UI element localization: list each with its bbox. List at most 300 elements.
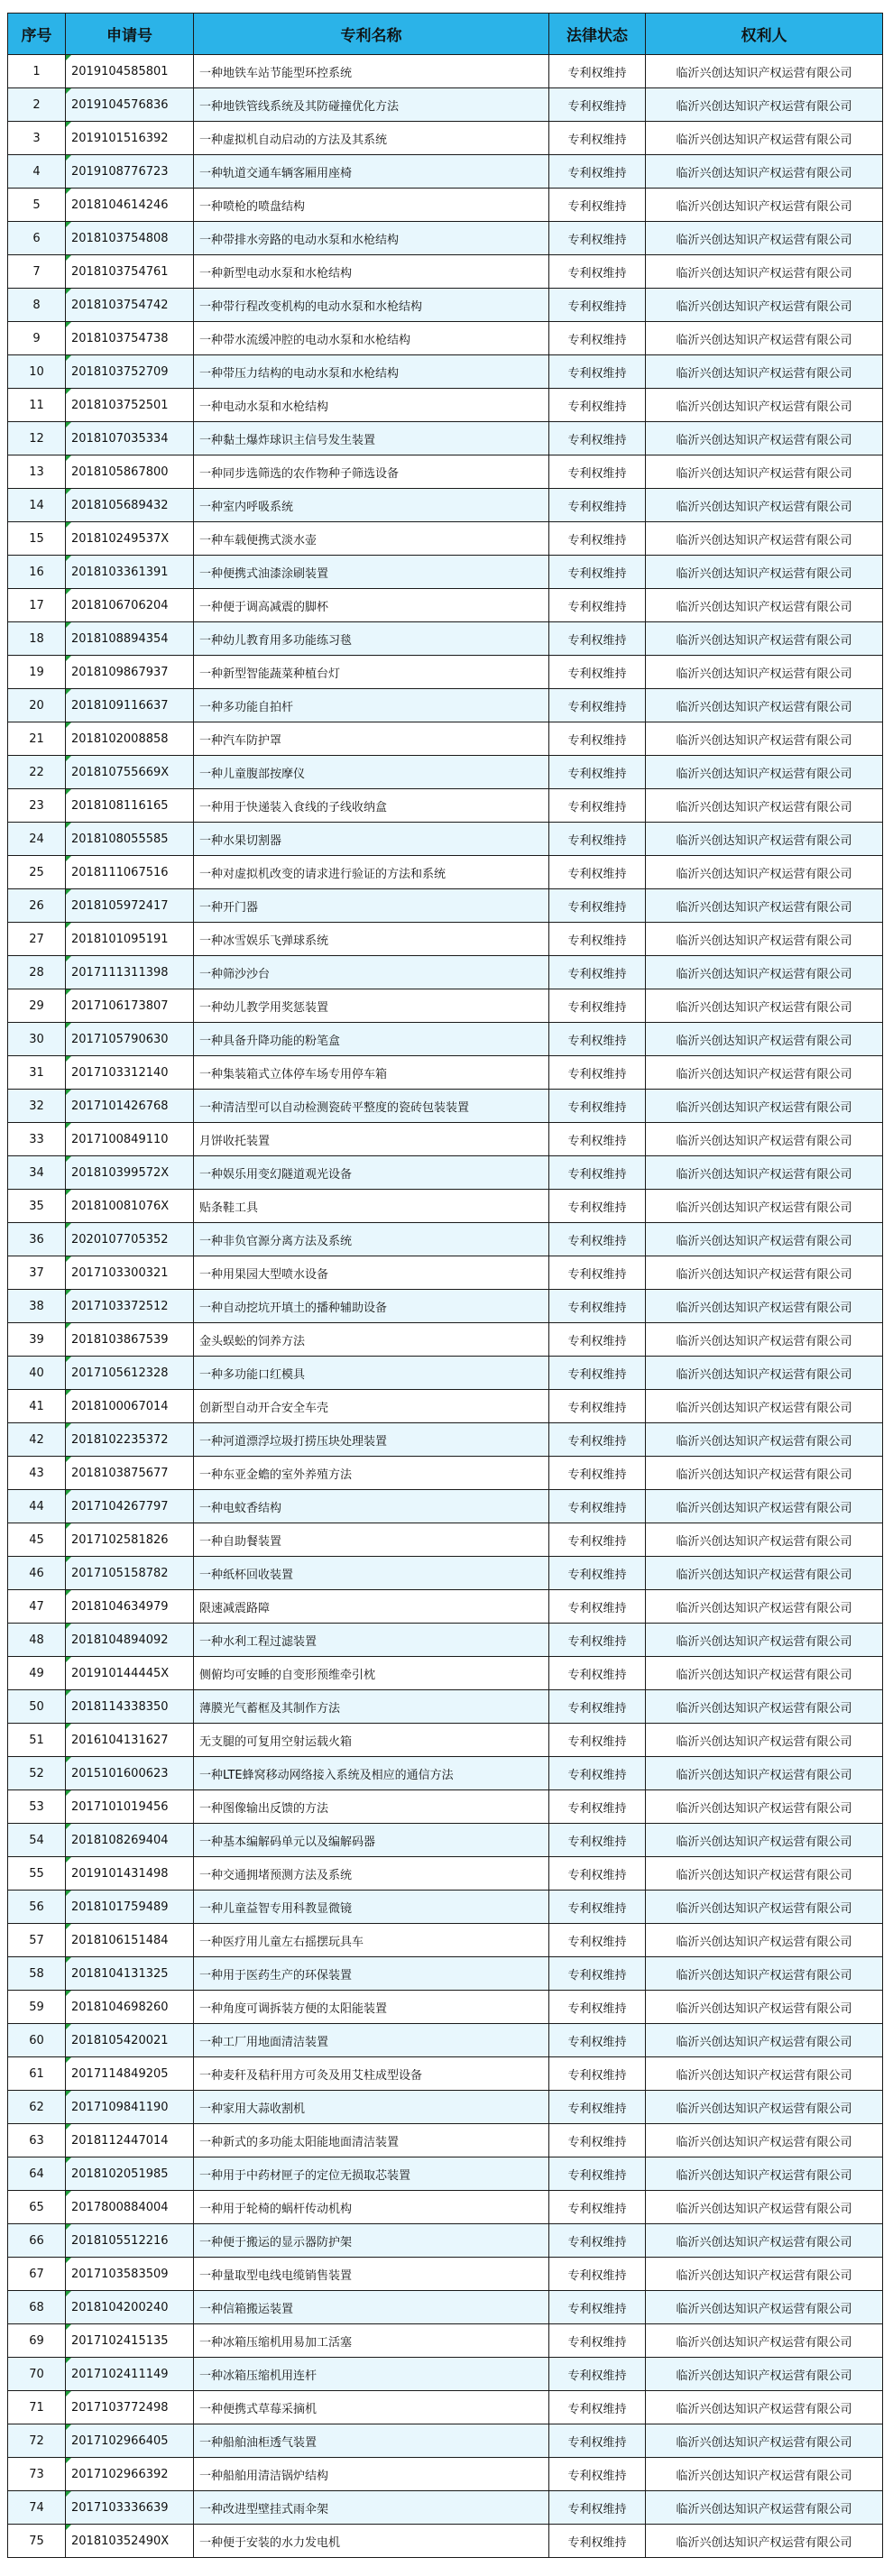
row-index-text: 25 (29, 865, 44, 879)
legal-status-cell (549, 1156, 646, 1190)
legal-status-cell (549, 1724, 646, 1757)
legal-status-cell-text: 专利权维持 (567, 2202, 627, 2216)
legal-status-cell (549, 1123, 646, 1156)
patent-name-cell (194, 2024, 549, 2057)
row-index (8, 1357, 66, 1390)
row-index-text: 45 (29, 1532, 44, 1547)
row-index (8, 789, 66, 823)
application-no-cell (66, 2324, 194, 2358)
legal-status-cell-text: 专利权维持 (567, 934, 627, 948)
owner-cell (646, 1590, 883, 1624)
cell-comment-marker (66, 189, 71, 194)
table-row (8, 1690, 883, 1724)
patent-name-cell-text: 一种幼儿教学用奖惩装置 (199, 1000, 329, 1015)
row-index-text: 19 (29, 665, 44, 679)
patent-name-cell-text: 一种便携式油漆涂刷装置 (199, 566, 329, 581)
legal-status-cell (549, 2191, 646, 2224)
legal-status-cell-text: 专利权维持 (567, 1034, 627, 1048)
cell-comment-marker (66, 2424, 71, 2430)
row-index (8, 489, 66, 522)
owner-cell (646, 255, 883, 289)
owner-cell (646, 656, 883, 689)
table-row (8, 255, 883, 289)
row-index-text: 15 (29, 531, 44, 546)
legal-status-cell-text: 专利权维持 (567, 800, 627, 814)
application-no-cell (66, 656, 194, 689)
owner-cell-text: 临沂兴创达知识产权运营有限公司 (676, 1000, 852, 1015)
row-index-text: 67 (29, 2267, 44, 2281)
row-index (8, 1190, 66, 1223)
legal-status-cell-text: 专利权维持 (567, 2335, 627, 2350)
legal-status-cell-text: 专利权维持 (567, 1267, 627, 1282)
application-no-cell-text: 2018114338350 (71, 1699, 169, 1714)
owner-cell-text: 临沂兴创达知识产权运营有限公司 (676, 1768, 852, 1782)
table-row (8, 2191, 883, 2224)
table-row (8, 1624, 883, 1657)
patent-name-cell (194, 923, 549, 956)
application-no-cell-text: 2019101431498 (71, 1866, 169, 1881)
legal-status-cell-text: 专利权维持 (567, 1434, 627, 1449)
application-no-cell-text: 2018101095191 (71, 932, 169, 946)
application-no-cell (66, 2091, 194, 2124)
owner-cell-text: 临沂兴创达知识产权运营有限公司 (676, 2369, 852, 2383)
legal-status-cell (549, 622, 646, 656)
application-no-cell-text: 2018109867937 (71, 665, 169, 679)
table-body (8, 55, 883, 2558)
cell-comment-marker (66, 1490, 71, 1495)
owner-cell (646, 88, 883, 122)
application-no-cell-text: 2018105972417 (71, 898, 169, 913)
owner-cell-text: 临沂兴创达知识产权运营有限公司 (676, 2235, 852, 2249)
owner-cell-text: 临沂兴创达知识产权运营有限公司 (676, 1100, 852, 1115)
row-index (8, 2491, 66, 2525)
application-no-cell (66, 556, 194, 589)
patent-name-cell-text: 一种汽车防护罩 (199, 733, 282, 748)
patent-name-cell (194, 1757, 549, 1790)
application-no-cell (66, 122, 194, 155)
legal-status-cell (549, 1624, 646, 1657)
row-index-text: 12 (29, 431, 44, 446)
legal-status-cell-text: 专利权维持 (567, 199, 627, 214)
patent-name-cell (194, 722, 549, 756)
application-no-cell (66, 1824, 194, 1857)
row-index-text: 28 (29, 965, 44, 980)
patent-name-cell-text: 一种用于快递装入食线的子线收纳盒 (199, 800, 388, 814)
cell-comment-marker (66, 2057, 71, 2063)
owner-cell (646, 2091, 883, 2124)
patent-name-cell-text: 一种用于轮椅的蜗杆传动机构 (199, 2202, 353, 2216)
patent-name-cell (194, 1423, 549, 1457)
table-row (8, 989, 883, 1023)
owner-cell (646, 2258, 883, 2291)
row-index (8, 589, 66, 622)
row-index (8, 689, 66, 722)
legal-status-cell (549, 1657, 646, 1690)
legal-status-cell (549, 1523, 646, 1557)
row-index (8, 1056, 66, 1090)
patent-name-cell-text: 金头蜈蚣的饲养方法 (199, 1334, 306, 1348)
table-row (8, 1590, 883, 1624)
cell-comment-marker (66, 823, 71, 828)
table-row (8, 189, 883, 222)
application-no-cell (66, 1657, 194, 1690)
owner-cell-text: 临沂兴创达知识产权运营有限公司 (676, 2135, 852, 2149)
legal-status-cell-text: 专利权维持 (567, 533, 627, 547)
patent-name-cell-text: 一种船舶油柜透气装置 (199, 2435, 318, 2450)
owner-cell (646, 2491, 883, 2525)
patent-name-cell-text: 一种图像输出反馈的方法 (199, 1801, 329, 1816)
owner-cell (646, 1357, 883, 1390)
cell-comment-marker (66, 1590, 71, 1596)
legal-status-cell-text: 专利权维持 (567, 600, 627, 614)
table-row (8, 1123, 883, 1156)
patent-name-cell (194, 522, 549, 556)
owner-cell (646, 1757, 883, 1790)
application-no-cell (66, 856, 194, 889)
application-no-cell-text: 2018103754808 (71, 231, 169, 245)
patent-name-cell-text: 一种便携式草莓采摘机 (199, 2402, 318, 2416)
table-row (8, 1423, 883, 1457)
patent-name-cell-text: 一种改进型壁挂式雨伞架 (199, 2502, 329, 2516)
owner-cell-text: 临沂兴创达知识产权运营有限公司 (676, 2268, 852, 2283)
row-index-text: 75 (29, 2534, 44, 2548)
application-no-cell-text: 2018103752709 (71, 364, 169, 379)
patent-name-cell (194, 322, 549, 355)
owner-cell (646, 1256, 883, 1290)
row-index (8, 1790, 66, 1824)
row-index-text: 72 (29, 2433, 44, 2448)
legal-status-cell (549, 1323, 646, 1357)
row-index-text: 30 (29, 1032, 44, 1046)
cell-comment-marker (66, 255, 71, 261)
owner-cell-text: 临沂兴创达知识产权运营有限公司 (676, 1734, 852, 1749)
application-no-cell (66, 1724, 194, 1757)
legal-status-cell-text: 专利权维持 (567, 566, 627, 581)
legal-status-cell-text: 专利权维持 (567, 99, 627, 114)
cell-comment-marker (66, 1090, 71, 1095)
row-index (8, 355, 66, 389)
owner-cell (646, 1090, 883, 1123)
legal-status-cell (549, 1223, 646, 1256)
legal-status-cell-text: 专利权维持 (567, 166, 627, 180)
owner-cell-text: 临沂兴创达知识产权运营有限公司 (676, 333, 852, 347)
patent-name-cell-text: 一种信箱搬运装置 (199, 2302, 294, 2316)
application-no-cell (66, 789, 194, 823)
owner-cell-text: 临沂兴创达知识产权运营有限公司 (676, 533, 852, 547)
owner-cell (646, 122, 883, 155)
legal-status-cell (549, 1256, 646, 1290)
table-row (8, 1256, 883, 1290)
cell-comment-marker (66, 1457, 71, 1462)
patent-name-cell (194, 289, 549, 322)
application-no-cell-text: 2018104200240 (71, 2300, 169, 2314)
cell-comment-marker (66, 422, 71, 428)
application-no-cell-text: 2020107705352 (71, 1232, 169, 1247)
application-no-cell-text: 2017109841190 (71, 2100, 169, 2114)
patent-name-cell (194, 2358, 549, 2391)
legal-status-cell (549, 923, 646, 956)
patent-name-cell (194, 189, 549, 222)
legal-status-cell (549, 1690, 646, 1724)
table-row (8, 1090, 883, 1123)
application-no-cell (66, 1090, 194, 1123)
legal-status-cell (549, 88, 646, 122)
patent-name-cell (194, 2191, 549, 2224)
legal-status-cell-text: 专利权维持 (567, 1067, 627, 1081)
cell-comment-marker (66, 289, 71, 294)
patent-name-cell-text: 一种虚拟机自动启动的方法及其系统 (199, 133, 388, 147)
legal-status-cell-text: 专利权维持 (567, 2102, 627, 2116)
row-index-text: 7 (32, 264, 41, 279)
row-index-text: 1 (32, 64, 41, 78)
legal-status-cell (549, 722, 646, 756)
patent-name-cell-text: 一种同步选筛选的农作物种子筛选设备 (199, 466, 400, 481)
row-index-text: 4 (32, 164, 41, 179)
row-index (8, 1690, 66, 1724)
row-index (8, 2224, 66, 2258)
owner-cell (646, 422, 883, 455)
legal-status-cell-text: 专利权维持 (567, 867, 627, 881)
patent-name-cell-text: 一种电蚊香结构 (199, 1501, 282, 1515)
cell-comment-marker (66, 1123, 71, 1128)
patent-name-cell-text: 贴条鞋工具 (199, 1201, 259, 1215)
owner-cell (646, 1457, 883, 1490)
owner-cell (646, 1156, 883, 1190)
owner-cell-text: 临沂兴创达知识产权运营有限公司 (676, 1434, 852, 1449)
patent-name-cell (194, 1523, 549, 1557)
table-row (8, 1390, 883, 1423)
patent-name-cell-text: 一种筛沙沙台 (199, 967, 271, 981)
application-no-cell-text: 2017111311398 (71, 965, 169, 980)
patent-name-cell-text: 一种幼儿教育用多功能练习毯 (199, 633, 353, 648)
owner-cell (646, 1056, 883, 1090)
table-row (8, 289, 883, 322)
patent-name-cell (194, 656, 549, 689)
owner-cell-text: 临沂兴创达知识产权运营有限公司 (676, 2202, 852, 2216)
legal-status-cell-text: 专利权维持 (567, 2035, 627, 2049)
row-index-text: 3 (32, 131, 41, 145)
cell-comment-marker (66, 589, 71, 594)
patent-name-cell-text: 一种便于调高减震的脚杯 (199, 600, 329, 614)
legal-status-cell (549, 155, 646, 189)
owner-cell-text: 临沂兴创达知识产权运营有限公司 (676, 1968, 852, 1983)
patent-name-cell (194, 1790, 549, 1824)
application-no-cell-text: 2018103867539 (71, 1332, 169, 1347)
patent-name-cell (194, 2525, 549, 2558)
owner-cell (646, 155, 883, 189)
application-no-cell-text: 2017105612328 (71, 1366, 169, 1380)
cell-comment-marker (66, 2191, 71, 2196)
owner-cell (646, 1657, 883, 1690)
owner-cell-text: 临沂兴创达知识产权运营有限公司 (676, 833, 852, 848)
table-row (8, 556, 883, 589)
patent-name-cell (194, 1256, 549, 1290)
legal-status-cell (549, 589, 646, 622)
row-index-text: 31 (29, 1065, 44, 1080)
row-index-text: 21 (29, 731, 44, 746)
table-row (8, 1357, 883, 1390)
owner-cell-text: 临沂兴创达知识产权运营有限公司 (676, 400, 852, 414)
patent-name-cell-text: 一种麦秆及秸秆用方可灸及用艾柱成型设备 (199, 2068, 423, 2083)
owner-cell (646, 2358, 883, 2391)
row-index-text: 37 (29, 1265, 44, 1280)
application-no-cell (66, 1523, 194, 1557)
row-index (8, 722, 66, 756)
patent-name-cell (194, 2458, 549, 2491)
row-index (8, 422, 66, 455)
patent-name-cell-text: 一种交通拥堵预测方法及系统 (199, 1868, 353, 1882)
application-no-cell-text: 2018103754738 (71, 331, 169, 345)
owner-cell-text: 临沂兴创达知识产权运营有限公司 (676, 2035, 852, 2049)
cell-comment-marker (66, 2157, 71, 2163)
patent-name-cell (194, 823, 549, 856)
legal-status-cell (549, 2224, 646, 2258)
application-no-cell-text: 2018101759489 (71, 1900, 169, 1914)
application-no-cell-text: 2017106173807 (71, 998, 169, 1013)
patent-name-cell (194, 1624, 549, 1657)
patent-name-cell (194, 556, 549, 589)
row-index-text: 6 (32, 231, 41, 245)
patent-name-cell-text: 一种医疗用儿童左右摇摆玩具车 (199, 1935, 364, 1949)
owner-cell (646, 1323, 883, 1357)
application-no-cell-text: 2018103752501 (71, 398, 169, 412)
row-index-text: 29 (29, 998, 44, 1013)
patent-name-cell-text: 一种东亚金蟾的室外养殖方法 (199, 1467, 353, 1482)
patent-name-cell (194, 1924, 549, 1957)
legal-status-cell-text: 专利权维持 (567, 767, 627, 781)
table-row (8, 355, 883, 389)
owner-cell (646, 1223, 883, 1256)
owner-cell-text: 临沂兴创达知识产权运营有限公司 (676, 433, 852, 447)
owner-cell-text: 临沂兴创达知识产权运营有限公司 (676, 1201, 852, 1215)
cell-comment-marker (66, 1857, 71, 1863)
application-no-cell (66, 2458, 194, 2491)
legal-status-cell (549, 255, 646, 289)
application-no-cell-text: 2017104267797 (71, 1499, 169, 1513)
owner-cell (646, 1957, 883, 1991)
table-row (8, 1757, 883, 1790)
table-header (8, 14, 883, 55)
row-index-text: 24 (29, 832, 44, 846)
patent-name-cell-text: 一种多功能自拍杆 (199, 700, 294, 714)
owner-cell-text: 临沂兴创达知识产权运营有限公司 (676, 2168, 852, 2183)
owner-cell-text: 临沂兴创达知识产权运营有限公司 (676, 2102, 852, 2116)
row-index-text: 53 (29, 1799, 44, 1814)
table-row (8, 722, 883, 756)
patent-name-cell (194, 255, 549, 289)
application-no-cell-text: 2018104614246 (71, 198, 169, 212)
owner-cell (646, 1423, 883, 1457)
patent-name-cell (194, 1123, 549, 1156)
application-no-cell (66, 1056, 194, 1090)
table-row (8, 155, 883, 189)
cell-comment-marker (66, 1790, 71, 1796)
owner-cell (646, 622, 883, 656)
legal-status-cell-text: 专利权维持 (567, 299, 627, 314)
patent-name-cell-text: 一种非负官源分离方法及系统 (199, 1234, 353, 1248)
application-no-cell-text: 2017101426768 (71, 1099, 169, 1113)
application-no-cell (66, 2191, 194, 2224)
application-no-cell-text: 2018107035334 (71, 431, 169, 446)
patent-name-cell (194, 1724, 549, 1757)
owner-cell-text: 临沂兴创达知识产权运营有限公司 (676, 733, 852, 748)
table-row (8, 1457, 883, 1490)
row-index (8, 1023, 66, 1056)
legal-status-cell (549, 1924, 646, 1957)
row-index (8, 989, 66, 1023)
patent-name-cell (194, 889, 549, 923)
patent-name-cell (194, 2391, 549, 2424)
legal-status-cell-text: 专利权维持 (567, 1568, 627, 1582)
patent-name-cell (194, 222, 549, 255)
patent-table (7, 13, 883, 2558)
application-no-cell-text: 2017103583509 (71, 2267, 169, 2281)
application-no-cell-text: 2018105689432 (71, 498, 169, 512)
patent-name-cell-text: 侧俯均可安睡的自变形预维牵引枕 (199, 1668, 376, 1682)
owner-cell-text: 临沂兴创达知识产权运营有限公司 (676, 466, 852, 481)
application-no-cell-text: 2018106706204 (71, 598, 169, 612)
cell-comment-marker (66, 722, 71, 728)
cell-comment-marker (66, 556, 71, 561)
row-index (8, 289, 66, 322)
patent-name-cell (194, 355, 549, 389)
patent-name-cell (194, 489, 549, 522)
row-index (8, 2324, 66, 2358)
application-no-cell-text: 2016104131627 (71, 1733, 169, 1747)
application-no-cell-text: 2019104585801 (71, 64, 169, 78)
owner-cell-text: 临沂兴创达知识产权运营有限公司 (676, 99, 852, 114)
patent-name-cell (194, 422, 549, 455)
row-index-text: 22 (29, 765, 44, 779)
application-no-cell (66, 1223, 194, 1256)
cell-comment-marker (66, 2124, 71, 2130)
legal-status-cell (549, 289, 646, 322)
patent-name-cell-text: 一种室内呼吸系统 (199, 500, 294, 514)
header-index: 序号 (8, 14, 66, 55)
table-row (8, 2424, 883, 2458)
legal-status-cell (549, 2057, 646, 2091)
application-no-cell-text: 2018111067516 (71, 865, 169, 879)
cell-comment-marker (66, 1256, 71, 1262)
legal-status-cell (549, 2024, 646, 2057)
cell-comment-marker (66, 1624, 71, 1629)
owner-cell-text: 临沂兴创达知识产权运营有限公司 (676, 2001, 852, 2016)
owner-cell (646, 1557, 883, 1590)
row-index (8, 1824, 66, 1857)
application-no-cell (66, 55, 194, 88)
patent-name-cell-text: 一种自动挖坑开填土的播种辅助设备 (199, 1301, 388, 1315)
row-index (8, 1457, 66, 1490)
owner-cell (646, 2224, 883, 2258)
owner-cell (646, 222, 883, 255)
cell-comment-marker (66, 1023, 71, 1028)
application-no-cell-text: 2019101516392 (71, 131, 169, 145)
table-row (8, 889, 883, 923)
application-no-cell (66, 1323, 194, 1357)
table-row (8, 1523, 883, 1557)
legal-status-cell (549, 1290, 646, 1323)
application-no-cell (66, 2491, 194, 2525)
owner-cell (646, 2525, 883, 2558)
legal-status-cell (549, 1390, 646, 1423)
row-index (8, 522, 66, 556)
cell-comment-marker (66, 2491, 71, 2497)
patent-name-cell (194, 1857, 549, 1891)
row-index-text: 48 (29, 1633, 44, 1647)
row-index (8, 55, 66, 88)
legal-status-cell-text: 专利权维持 (567, 1801, 627, 1816)
application-no-cell (66, 689, 194, 722)
